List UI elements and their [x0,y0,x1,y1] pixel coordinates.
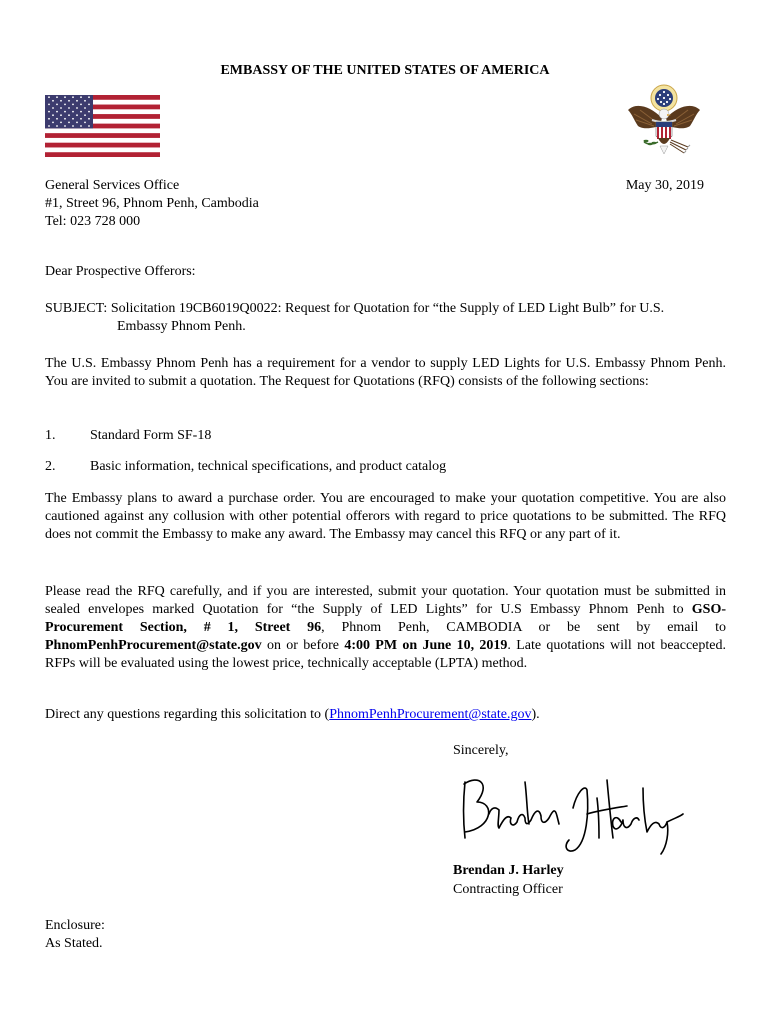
flag-star [48,111,50,113]
closing: Sincerely, [453,743,509,758]
paragraph-requirement: The U.S. Embassy Phnom Penh has a requirement for a vendor to supply LED Lights for U.S. Embassy Phnom Penh. You are invited to submit a quotation. The Request for Quotations (RFQ) consists of the following sections: [45,356,726,389]
us-flag-icon [45,95,160,157]
flag-star [80,104,82,106]
flag-star [52,122,54,124]
flag-stripe [45,133,160,138]
flag-star [68,107,70,109]
flag-star [64,104,66,106]
flag-star [48,104,50,106]
instructions-deadline: 4:00 PM on June 10, 2019 [344,638,508,653]
questions-text-before: Direct any questions regarding this solicitation to ( [45,707,330,722]
sender-tel: Tel: 023 728 000 [45,214,141,229]
sender-address-block [45,177,259,231]
flag-star [56,125,58,127]
list-item [45,427,211,445]
great-seal-icon [622,80,706,164]
paragraph-instructions [45,583,726,673]
flag-star [72,125,74,127]
flag-star [88,118,90,120]
flag-star [48,96,50,98]
flag-star [88,104,90,106]
flag-stripe [45,143,160,148]
flag-star [80,118,82,120]
enclosure-block [45,917,105,953]
instructions-text-4: . Late quotations will not beaccepted. RFPs will be evaluated using the lowest price, technically acceptable (LPTA) method. [45,638,726,671]
instructions-address: GSO-Procurement Section, # 1, Street 96 [45,602,726,635]
instructions-email: PhnomPenhProcurement@state.gov [45,638,262,653]
flag-star [88,111,90,113]
flag-star [80,111,82,113]
flag-star [68,114,70,116]
flag-star [88,125,90,127]
subject-line-2: Embassy Phnom Penh. [117,319,246,334]
flag-star [56,96,58,98]
flag-star [84,122,86,124]
handwritten-signature [455,762,685,862]
flag-star [60,114,62,116]
flag-star [68,100,70,102]
paragraph-questions [45,706,726,724]
paragraph-award: The Embassy plans to award a purchase order. You are encouraged to make your quotation competitive. You are also cautioned against any collusion with other potential offerors with regard to price quotations to be submitted. The RFQ does not commit the Embassy to make any award. The Embassy may cancel this RFQ or any part of it. [45,491,726,542]
procurement-email-link[interactable]: PhnomPenhProcurement@state.gov [329,707,532,722]
salutation: Dear Prospective Offerors: [45,264,196,279]
flag-star [56,118,58,120]
flag-star [64,96,66,98]
flag-star [72,104,74,106]
signer-name: Brendan J. Harley [453,863,564,878]
flag-star [80,96,82,98]
subject-line [45,300,735,336]
instructions-text-2: , Phnom Penh, CAMBODIA or be sent by email to [321,620,727,635]
instructions-text-1: Please read the RFQ carefully, and if you are interested, submit your quotation. Your quotation must be submitted in sealed envelopes marked Quotation for “the Supply of LED Lights” for U.S Embassy Phnom Penh to [45,584,726,617]
flag-star [64,125,66,127]
flag-star [76,100,78,102]
sender-office: General Services Office [45,178,180,193]
flag-star [72,111,74,113]
flag-star [56,104,58,106]
subject-line-1: SUBJECT: Solicitation 19CB6019Q0022: Request for Quotation for “the Supply of LED Light Bulb” for U.S. [45,301,665,316]
list-item [45,458,446,476]
flag-star [60,100,62,102]
flag-star [52,100,54,102]
flag-stripe [45,152,160,157]
list-item-number: 2. [45,459,56,474]
flag-star [80,125,82,127]
enclosure-value: As Stated. [45,936,103,951]
flag-star [76,107,78,109]
flag-star [60,107,62,109]
flag-star [60,122,62,124]
list-item-text: Standard Form SF-18 [90,428,212,443]
flag-star [56,111,58,113]
flag-star [84,100,86,102]
flag-star [48,118,50,120]
flag-star [76,122,78,124]
sender-address: #1, Street 96, Phnom Penh, Cambodia [45,196,259,211]
flag-star [52,107,54,109]
flag-star [84,114,86,116]
letterhead-title: EMBASSY OF THE UNITED STATES OF AMERICA [220,63,550,78]
flag-star [84,107,86,109]
letter-date: May 30, 2019 [625,178,704,193]
flag-star [76,114,78,116]
flag-star [48,125,50,127]
flag-star [68,122,70,124]
enclosure-label: Enclosure: [45,918,105,933]
instructions-text-3: on or before [261,638,345,653]
signer-title: Contracting Officer [453,882,563,897]
questions-text-after: ). [531,707,540,722]
flag-star [72,96,74,98]
flag-star [52,114,54,116]
flag-star [88,96,90,98]
list-item-text: Basic information, technical specifications, and product catalog [90,459,447,474]
flag-star [64,118,66,120]
flag-star [64,111,66,113]
list-item-number: 1. [45,428,56,443]
flag-star [72,118,74,120]
